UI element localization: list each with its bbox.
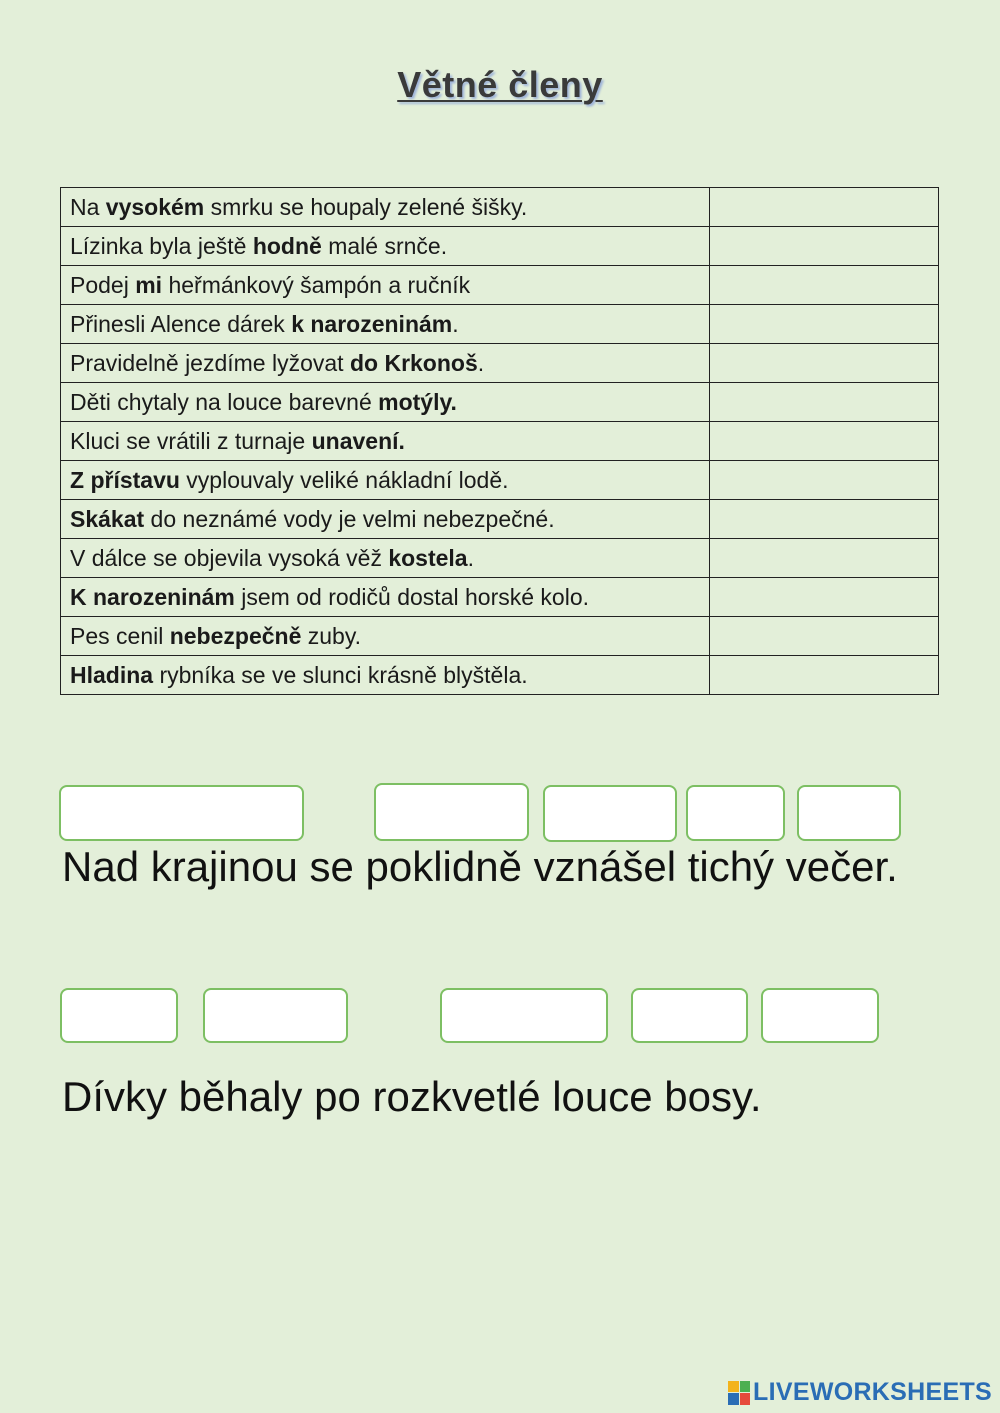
answer-cell[interactable] <box>709 227 938 266</box>
sentence-cell <box>61 383 710 422</box>
answer-input[interactable] <box>710 305 942 343</box>
answer-box-1-2[interactable] <box>374 783 529 841</box>
answer-input[interactable] <box>710 578 942 616</box>
exercise-sentence-1: Nad krajinou se poklidně vznášel tichý večer. <box>62 843 898 890</box>
table-row <box>61 305 939 344</box>
sentence-text: . <box>477 349 485 376</box>
highlighted-word: K narozeninám <box>70 583 235 610</box>
sentence-text: vyplouvaly veliké nákladní lodě. <box>179 466 509 493</box>
sentence-table <box>60 187 939 695</box>
sentence-cell <box>61 188 710 227</box>
answer-cell[interactable] <box>709 461 938 500</box>
answer-box-2-4[interactable] <box>631 988 748 1043</box>
answer-input[interactable] <box>710 383 942 421</box>
table-row <box>61 188 939 227</box>
answer-input[interactable] <box>710 188 942 226</box>
answer-box-1-3[interactable] <box>543 785 677 842</box>
answer-box-1-5[interactable] <box>797 785 901 841</box>
answer-box-1-4[interactable] <box>686 785 785 841</box>
logo-text: LIVEWORKSHEETS <box>753 1378 992 1406</box>
sentence-text: Děti chytaly na louce barevné <box>70 388 379 415</box>
table-row <box>61 617 939 656</box>
sentence-cell <box>61 461 710 500</box>
highlighted-word: Skákat <box>70 505 145 532</box>
highlighted-word: do Krkonoš <box>349 349 478 376</box>
answer-cell[interactable] <box>709 344 938 383</box>
table-row <box>61 383 939 422</box>
answer-box-2-3[interactable] <box>440 988 608 1043</box>
answer-cell[interactable] <box>709 578 938 617</box>
sentence-text: Přinesli Alence dárek <box>70 310 292 337</box>
table-row <box>61 500 939 539</box>
sentence-cell <box>61 656 710 695</box>
sentence-text: rybníka se ve slunci krásně blyštěla. <box>153 661 528 688</box>
sentence-cell <box>61 344 710 383</box>
table-row <box>61 266 939 305</box>
answer-cell[interactable] <box>709 383 938 422</box>
table-row <box>61 344 939 383</box>
answer-input[interactable] <box>710 617 942 655</box>
sentence-cell <box>61 617 710 656</box>
answer-input[interactable] <box>710 266 942 304</box>
highlighted-word: Hladina <box>70 661 154 688</box>
answer-box-2-1[interactable] <box>60 988 178 1043</box>
answer-input[interactable] <box>710 539 942 577</box>
sentence-text: Kluci se vrátili z turnaje <box>70 427 312 454</box>
sentence-text: jsem od rodičů dostal horské kolo. <box>234 583 589 610</box>
answer-cell[interactable] <box>709 422 938 461</box>
answer-box-2-5[interactable] <box>761 988 879 1043</box>
highlighted-word: motýly. <box>378 388 457 415</box>
answer-input[interactable] <box>710 500 942 538</box>
answer-input[interactable] <box>710 227 942 265</box>
answer-cell[interactable] <box>709 188 938 227</box>
answer-cell[interactable] <box>709 500 938 539</box>
table-row <box>61 656 939 695</box>
sentence-text: Podej <box>70 271 136 298</box>
highlighted-word: nebezpečně <box>169 622 302 649</box>
highlighted-word: kostela <box>388 544 468 571</box>
answer-cell[interactable] <box>709 656 938 695</box>
table-row <box>61 578 939 617</box>
liveworksheets-logo <box>728 1378 992 1407</box>
answer-box-1-1[interactable] <box>59 785 304 841</box>
sentence-text: smrku se houpaly zelené šišky. <box>204 193 528 220</box>
answer-input[interactable] <box>710 344 942 382</box>
liveworksheets-icon <box>728 1381 750 1405</box>
sentence-text: heřmánkový šampón a ručník <box>162 271 471 298</box>
answer-cell[interactable] <box>709 539 938 578</box>
answer-cell[interactable] <box>709 266 938 305</box>
sentence-cell <box>61 578 710 617</box>
answer-input[interactable] <box>710 656 942 694</box>
answer-input[interactable] <box>710 422 942 460</box>
sentence-cell <box>61 500 710 539</box>
answer-cell[interactable] <box>709 617 938 656</box>
sentence-cell <box>61 305 710 344</box>
sentence-text: malé srnče. <box>321 232 448 259</box>
answer-input[interactable] <box>710 461 942 499</box>
table-row <box>61 539 939 578</box>
sentence-text: Pravidelně jezdíme lyžovat <box>70 349 350 376</box>
sentence-text: Na <box>70 193 106 220</box>
sentence-text: . <box>467 544 474 571</box>
highlighted-word: unavení. <box>311 427 405 454</box>
highlighted-word: hodně <box>252 232 322 259</box>
sentence-text: do neznámé vody je velmi nebezpečné. <box>144 505 555 532</box>
sentence-cell <box>61 539 710 578</box>
sentence-text: Lízinka byla ještě <box>70 232 253 259</box>
answer-box-2-2[interactable] <box>203 988 348 1043</box>
highlighted-word: mi <box>135 271 163 298</box>
sentence-cell <box>61 266 710 305</box>
highlighted-word: Z přístavu <box>70 466 180 493</box>
answer-cell[interactable] <box>709 305 938 344</box>
highlighted-word: k narozeninám <box>291 310 453 337</box>
sentence-text: zuby. <box>301 622 362 649</box>
table-row <box>61 461 939 500</box>
sentence-text: Pes cenil <box>70 622 170 649</box>
sentence-cell <box>61 422 710 461</box>
highlighted-word: vysokém <box>105 193 205 220</box>
table-row <box>61 422 939 461</box>
sentence-text: . <box>452 310 459 337</box>
table-row <box>61 227 939 266</box>
exercise-sentence-2: Dívky běhaly po rozkvetlé louce bosy. <box>62 1073 762 1120</box>
sentence-cell <box>61 227 710 266</box>
sentence-text: V dálce se objevila vysoká věž <box>70 544 389 571</box>
page-title: Větné členy <box>397 64 603 105</box>
